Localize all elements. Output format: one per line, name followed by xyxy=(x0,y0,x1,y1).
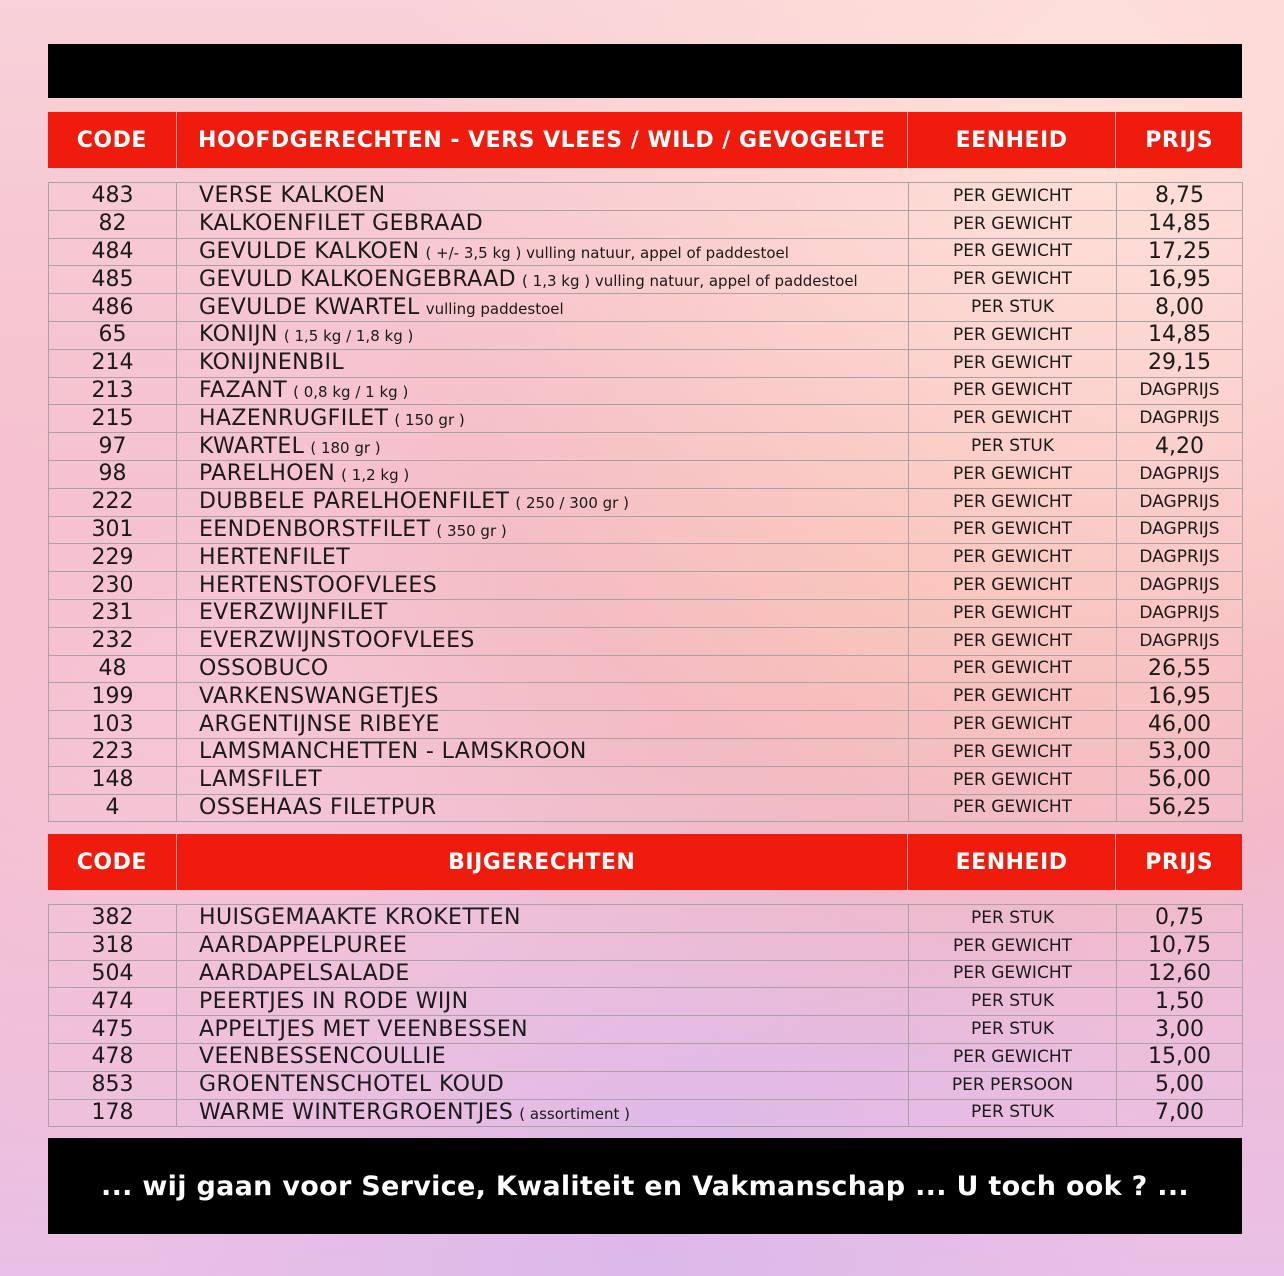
item-price: DAGPRIJS xyxy=(1117,516,1243,544)
item-name: KWARTEL xyxy=(199,433,305,459)
item-unit: PER GEWICHT xyxy=(909,655,1117,683)
item-note: ( 180 gr ) xyxy=(310,438,381,457)
item-name: APPELTJES MET VEENBESSEN xyxy=(199,1016,528,1042)
table-row xyxy=(49,738,1243,766)
table-row xyxy=(49,794,1243,822)
table-row xyxy=(49,349,1243,377)
item-code: 222 xyxy=(49,488,177,516)
item-name-cell xyxy=(177,1099,909,1127)
item-price: DAGPRIJS xyxy=(1117,377,1243,405)
item-unit: PER STUK xyxy=(909,1099,1117,1127)
item-name: LAMSFILET xyxy=(199,767,323,793)
table-row xyxy=(49,405,1243,433)
item-code: 485 xyxy=(49,266,177,294)
item-name-cell xyxy=(177,321,909,349)
item-note: ( 150 gr ) xyxy=(394,410,465,429)
item-unit: PER PERSOON xyxy=(909,1071,1117,1099)
table-row xyxy=(49,460,1243,488)
item-price: 26,55 xyxy=(1117,655,1243,683)
item-unit: PER GEWICHT xyxy=(909,238,1117,266)
item-price: DAGPRIJS xyxy=(1117,627,1243,655)
item-price: 7,00 xyxy=(1117,1099,1243,1127)
table-row xyxy=(49,321,1243,349)
item-code: 301 xyxy=(49,516,177,544)
footer-slogan: ... wij gaan voor Service, Kwaliteit en Vakmanschap ... U toch ook ? ... xyxy=(101,1170,1189,1202)
table-row xyxy=(49,960,1243,988)
item-unit: PER GEWICHT xyxy=(909,405,1117,433)
item-code: 231 xyxy=(49,599,177,627)
item-code: 318 xyxy=(49,932,177,960)
item-name-cell xyxy=(177,516,909,544)
item-unit: PER STUK xyxy=(909,294,1117,322)
item-code: 215 xyxy=(49,405,177,433)
table-row xyxy=(49,683,1243,711)
item-name: GEVULDE KWARTEL xyxy=(199,294,420,320)
main-header-unit: EENHEID xyxy=(908,112,1116,168)
item-price: 4,20 xyxy=(1117,433,1243,461)
item-unit: PER STUK xyxy=(909,433,1117,461)
item-name: PARELHOEN xyxy=(199,461,336,487)
item-price: DAGPRIJS xyxy=(1117,572,1243,600)
item-unit: PER GEWICHT xyxy=(909,960,1117,988)
side-section-header xyxy=(48,834,1242,890)
main-dishes-table xyxy=(48,182,1243,822)
item-unit: PER STUK xyxy=(909,988,1117,1016)
table-row xyxy=(49,572,1243,600)
item-name: WARME WINTERGROENTJES xyxy=(199,1099,514,1125)
table-row xyxy=(49,1099,1243,1127)
item-price: DAGPRIJS xyxy=(1117,599,1243,627)
item-code: 229 xyxy=(49,544,177,572)
item-note: ( +/- 3,5 kg ) vulling natuur, appel of paddestoel xyxy=(425,243,789,262)
item-unit: PER GEWICHT xyxy=(909,738,1117,766)
item-name: KALKOENFILET GEBRAAD xyxy=(199,211,484,237)
item-name: EVERZWIJNFILET xyxy=(199,600,388,626)
item-code: 504 xyxy=(49,960,177,988)
item-price: 46,00 xyxy=(1117,711,1243,739)
item-name-cell xyxy=(177,405,909,433)
item-unit: PER STUK xyxy=(909,1016,1117,1044)
item-unit: PER GEWICHT xyxy=(909,183,1117,211)
main-section-header xyxy=(48,112,1242,168)
item-unit: PER GEWICHT xyxy=(909,377,1117,405)
item-note: vulling paddestoel xyxy=(425,299,564,318)
item-price: DAGPRIJS xyxy=(1117,460,1243,488)
item-name-cell xyxy=(177,905,909,933)
item-price: DAGPRIJS xyxy=(1117,488,1243,516)
item-price: 29,15 xyxy=(1117,349,1243,377)
item-name: GROENTENSCHOTEL KOUD xyxy=(199,1072,505,1098)
item-name: GEVULD KALKOENGEBRAAD xyxy=(199,266,517,292)
item-name: OSSEHAAS FILETPUR xyxy=(199,794,437,820)
item-unit: PER GEWICHT xyxy=(909,544,1117,572)
item-name-cell xyxy=(177,433,909,461)
item-note: ( 350 gr ) xyxy=(436,521,507,540)
item-name-cell xyxy=(177,349,909,377)
item-unit: PER GEWICHT xyxy=(909,599,1117,627)
item-name-cell xyxy=(177,988,909,1016)
item-name: HERTENSTOOFVLEES xyxy=(199,572,438,598)
item-unit: PER GEWICHT xyxy=(909,627,1117,655)
item-code: 223 xyxy=(49,738,177,766)
item-note: ( assortiment ) xyxy=(519,1104,630,1123)
item-price: 17,25 xyxy=(1117,238,1243,266)
item-code: 853 xyxy=(49,1071,177,1099)
table-row xyxy=(49,1071,1243,1099)
item-price: 16,95 xyxy=(1117,266,1243,294)
item-name-cell xyxy=(177,960,909,988)
item-code: 232 xyxy=(49,627,177,655)
table-row xyxy=(49,377,1243,405)
item-name-cell xyxy=(177,932,909,960)
item-code: 98 xyxy=(49,460,177,488)
table-row xyxy=(49,433,1243,461)
item-unit: PER GEWICHT xyxy=(909,488,1117,516)
item-price: 56,00 xyxy=(1117,766,1243,794)
main-header-price: PRIJS xyxy=(1145,127,1214,153)
item-name-cell xyxy=(177,711,909,739)
item-unit: PER STUK xyxy=(909,905,1117,933)
table-row xyxy=(49,210,1243,238)
item-code: 214 xyxy=(49,349,177,377)
item-code: 4 xyxy=(49,794,177,822)
item-price: 8,00 xyxy=(1117,294,1243,322)
item-unit: PER GEWICHT xyxy=(909,1043,1117,1071)
item-name-cell xyxy=(177,488,909,516)
item-name: DUBBELE PARELHOENFILET xyxy=(199,489,510,515)
table-row xyxy=(49,932,1243,960)
item-note: ( 0,8 kg / 1 kg ) xyxy=(293,382,409,401)
table-row xyxy=(49,599,1243,627)
table-row xyxy=(49,516,1243,544)
item-code: 65 xyxy=(49,321,177,349)
item-name-cell xyxy=(177,377,909,405)
table-row xyxy=(49,766,1243,794)
item-name-cell xyxy=(177,655,909,683)
item-name-cell xyxy=(177,460,909,488)
item-code: 486 xyxy=(49,294,177,322)
item-code: 148 xyxy=(49,766,177,794)
item-code: 483 xyxy=(49,183,177,211)
item-price: 14,85 xyxy=(1117,321,1243,349)
item-name-cell xyxy=(177,766,909,794)
side-header-unit: EENHEID xyxy=(908,834,1116,890)
item-price: 56,25 xyxy=(1117,794,1243,822)
item-code: 82 xyxy=(49,210,177,238)
item-note: ( 1,2 kg ) xyxy=(341,466,410,485)
item-code: 103 xyxy=(49,711,177,739)
item-code: 475 xyxy=(49,1016,177,1044)
item-name-cell xyxy=(177,599,909,627)
table-row xyxy=(49,655,1243,683)
table-row xyxy=(49,988,1243,1016)
side-header-price: PRIJS xyxy=(1145,849,1214,875)
item-name-cell xyxy=(177,683,909,711)
item-price: 8,75 xyxy=(1117,183,1243,211)
item-name: KONIJNENBIL xyxy=(199,350,345,376)
item-unit: PER GEWICHT xyxy=(909,516,1117,544)
table-row xyxy=(49,183,1243,211)
footer-bar xyxy=(48,1138,1242,1234)
item-name-cell xyxy=(177,266,909,294)
item-name: KONIJN xyxy=(199,322,278,348)
item-name-cell xyxy=(177,1071,909,1099)
item-name: EVERZWIJNSTOOFVLEES xyxy=(199,628,475,654)
item-name: FAZANT xyxy=(199,377,288,403)
table-row xyxy=(49,1043,1243,1071)
item-unit: PER GEWICHT xyxy=(909,766,1117,794)
item-name: PEERTJES IN RODE WIJN xyxy=(199,988,469,1014)
item-name: VERSE KALKOEN xyxy=(199,183,386,209)
item-name-cell xyxy=(177,294,909,322)
table-row xyxy=(49,711,1243,739)
item-unit: PER GEWICHT xyxy=(909,794,1117,822)
item-name: GEVULDE KALKOEN xyxy=(199,238,420,264)
item-note: ( 250 / 300 gr ) xyxy=(515,494,629,513)
item-name: VEENBESSENCOULLIE xyxy=(199,1044,447,1070)
item-name-cell xyxy=(177,1043,909,1071)
item-name-cell xyxy=(177,738,909,766)
table-row xyxy=(49,488,1243,516)
item-price: 1,50 xyxy=(1117,988,1243,1016)
item-code: 382 xyxy=(49,905,177,933)
item-name: ARGENTIJNSE RIBEYE xyxy=(199,711,440,737)
item-name-cell xyxy=(177,183,909,211)
item-unit: PER GEWICHT xyxy=(909,711,1117,739)
item-name-cell xyxy=(177,1016,909,1044)
main-header-title: HOOFDGERECHTEN - VERS VLEES / WILD / GEVOGELTE xyxy=(177,112,908,168)
table-row xyxy=(49,544,1243,572)
item-name: VARKENSWANGETJES xyxy=(199,683,439,709)
table-row xyxy=(49,238,1243,266)
item-name-cell xyxy=(177,627,909,655)
item-name: EENDENBORSTFILET xyxy=(199,516,431,542)
item-name-cell xyxy=(177,572,909,600)
item-name: OSSOBUCO xyxy=(199,655,329,681)
item-name-cell xyxy=(177,794,909,822)
item-code: 474 xyxy=(49,988,177,1016)
main-header-code: CODE xyxy=(48,112,177,168)
item-unit: PER GEWICHT xyxy=(909,572,1117,600)
side-header-code: CODE xyxy=(48,834,177,890)
table-row xyxy=(49,627,1243,655)
item-unit: PER GEWICHT xyxy=(909,460,1117,488)
item-code: 213 xyxy=(49,377,177,405)
item-note: ( 1,3 kg ) vulling natuur, appel of paddestoel xyxy=(522,271,858,290)
item-code: 48 xyxy=(49,655,177,683)
item-name-cell xyxy=(177,238,909,266)
item-name-cell xyxy=(177,210,909,238)
side-dishes-table xyxy=(48,904,1243,1127)
item-price: 16,95 xyxy=(1117,683,1243,711)
side-header-title: BIJGERECHTEN xyxy=(177,834,908,890)
item-code: 230 xyxy=(49,572,177,600)
item-price: 53,00 xyxy=(1117,738,1243,766)
item-price: DAGPRIJS xyxy=(1117,405,1243,433)
table-row xyxy=(49,1016,1243,1044)
item-code: 478 xyxy=(49,1043,177,1071)
item-name: HERTENFILET xyxy=(199,544,351,570)
item-code: 97 xyxy=(49,433,177,461)
item-price: 15,00 xyxy=(1117,1043,1243,1071)
item-unit: PER GEWICHT xyxy=(909,321,1117,349)
item-unit: PER GEWICHT xyxy=(909,683,1117,711)
item-price: 14,85 xyxy=(1117,210,1243,238)
item-price: 10,75 xyxy=(1117,932,1243,960)
table-row xyxy=(49,266,1243,294)
item-name: AARDAPPELPUREE xyxy=(199,933,408,959)
item-name: HAZENRUGFILET xyxy=(199,405,389,431)
item-code: 199 xyxy=(49,683,177,711)
table-row xyxy=(49,294,1243,322)
item-name: HUISGEMAAKTE KROKETTEN xyxy=(199,905,521,931)
item-unit: PER GEWICHT xyxy=(909,932,1117,960)
item-price: 0,75 xyxy=(1117,905,1243,933)
item-price: 12,60 xyxy=(1117,960,1243,988)
item-name-cell xyxy=(177,544,909,572)
table-row xyxy=(49,905,1243,933)
item-unit: PER GEWICHT xyxy=(909,266,1117,294)
item-price: 3,00 xyxy=(1117,1016,1243,1044)
item-name: LAMSMANCHETTEN - LAMSKROON xyxy=(199,739,587,765)
item-code: 178 xyxy=(49,1099,177,1127)
item-note: ( 1,5 kg / 1,8 kg ) xyxy=(283,327,414,346)
item-unit: PER GEWICHT xyxy=(909,349,1117,377)
item-price: DAGPRIJS xyxy=(1117,544,1243,572)
item-name: AARDAPELSALADE xyxy=(199,960,410,986)
item-unit: PER GEWICHT xyxy=(909,210,1117,238)
item-price: 5,00 xyxy=(1117,1071,1243,1099)
item-code: 484 xyxy=(49,238,177,266)
top-black-bar xyxy=(48,44,1242,98)
